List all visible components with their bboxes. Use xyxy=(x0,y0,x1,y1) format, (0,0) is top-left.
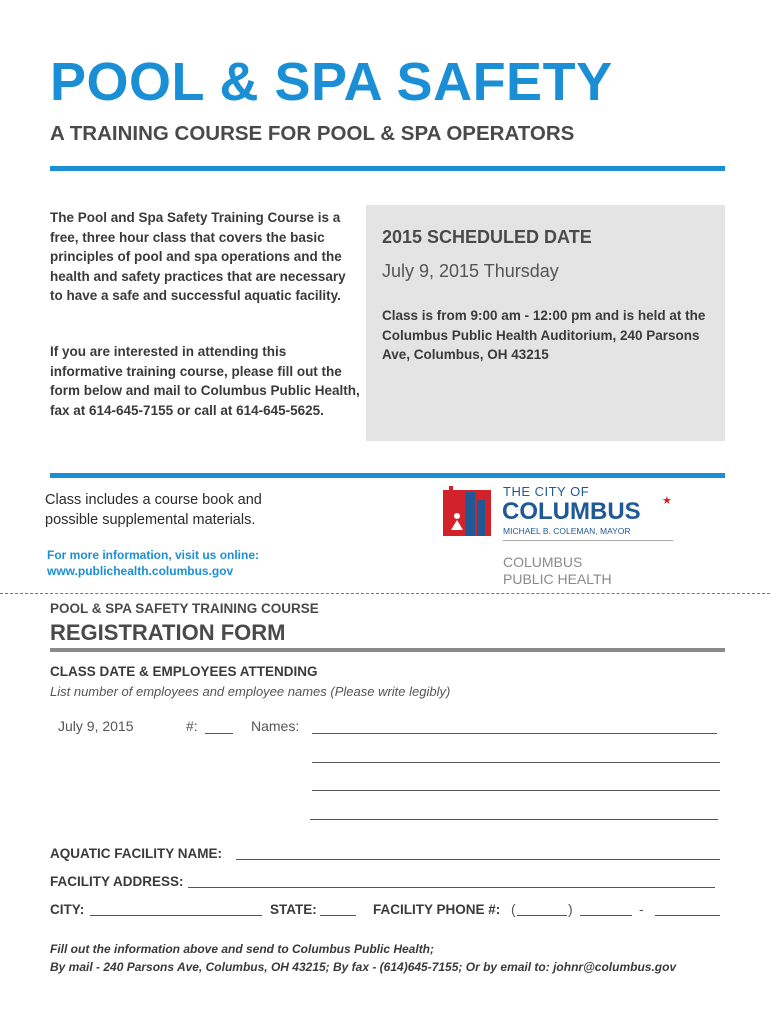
phone-open-paren: ( xyxy=(511,901,516,917)
logo-line-2: COLUMBUS xyxy=(502,498,641,525)
phone-line-field[interactable] xyxy=(655,915,720,916)
names-label: Names: xyxy=(251,718,300,734)
logo-line-1: THE CITY OF xyxy=(503,484,590,499)
form-kicker: POOL & SPA SAFETY TRAINING COURSE xyxy=(50,601,319,616)
phone-area-code-field[interactable] xyxy=(517,915,567,916)
facility-address-field[interactable] xyxy=(188,887,715,888)
schedule-heading: 2015 SCHEDULED DATE xyxy=(382,227,592,247)
facility-name-field[interactable] xyxy=(236,859,720,860)
phone-dash: - xyxy=(639,901,644,917)
phone-close-paren: ) xyxy=(568,901,573,917)
intro-instructions: If you are interested in attending this informative training course, please fill out the form below and mail to Columbus Public Health, fax at 614-645-7155 or call at 614-645-5625. xyxy=(50,344,360,418)
class-note: List number of employees and employee names (Please write legibly) xyxy=(50,684,451,699)
count-label: #: xyxy=(186,718,198,734)
page-subtitle: A TRAINING COURSE FOR POOL & SPA OPERATORS xyxy=(50,122,575,145)
class-heading: CLASS DATE & EMPLOYEES ATTENDING xyxy=(50,664,318,679)
more-info xyxy=(47,547,259,579)
form-divider xyxy=(50,648,725,652)
employee-count-field[interactable] xyxy=(205,733,233,734)
footer-line-2: By mail - 240 Parsons Ave, Columbus, OH 43215; By fax - (614)645-7155; Or by email to: johnr@columbus.gov xyxy=(50,960,677,974)
logo-line-5: PUBLIC HEALTH xyxy=(503,571,612,587)
page-title: POOL & SPA SAFETY xyxy=(50,52,613,112)
facility-name-label: AQUATIC FACILITY NAME: xyxy=(50,846,222,861)
schedule-panel xyxy=(366,205,725,441)
city-field[interactable] xyxy=(90,915,262,916)
logo-line-4: COLUMBUS xyxy=(503,554,583,570)
employee-name-field-4[interactable] xyxy=(310,819,718,820)
state-label: STATE: xyxy=(270,902,317,917)
skyline-icon xyxy=(443,486,491,536)
section-divider xyxy=(50,473,725,478)
cut-line xyxy=(0,593,770,594)
more-info-label: For more information, visit us online: xyxy=(47,548,260,562)
employee-name-field-3[interactable] xyxy=(312,790,720,791)
employee-name-field-2[interactable] xyxy=(312,762,720,763)
website-link[interactable]: www.publichealth.columbus.gov xyxy=(47,564,234,578)
phone-prefix-field[interactable] xyxy=(580,915,632,916)
intro-paragraph: The Pool and Spa Safety Training Course is a free, three hour class that covers the basic principles of pool and spa operations and the health and safety practices that are necessary to have a safe and successful aquatic facility. xyxy=(50,210,346,303)
form-title: REGISTRATION FORM xyxy=(50,620,286,645)
logo-line-3: MICHAEL B. COLEMAN, MAYOR xyxy=(503,526,631,536)
footer-line-1: Fill out the information above and send to Columbus Public Health; xyxy=(50,942,435,956)
city-logo xyxy=(443,484,683,594)
facility-address-label: FACILITY ADDRESS: xyxy=(50,874,184,889)
schedule-date: July 9, 2015 Thursday xyxy=(382,261,559,281)
logo-dept xyxy=(503,554,612,588)
logo-divider xyxy=(503,540,673,541)
course-includes: Class includes a course book and possible supplemental materials. xyxy=(45,492,262,528)
footer-instructions xyxy=(50,940,740,976)
phone-label: FACILITY PHONE #: xyxy=(373,902,501,917)
header-divider xyxy=(50,166,725,171)
state-field[interactable] xyxy=(320,915,356,916)
employee-name-field-1[interactable] xyxy=(312,733,717,734)
class-date: July 9, 2015 xyxy=(58,718,134,734)
schedule-details: Class is from 9:00 am - 12:00 pm and is held at the Columbus Public Health Auditorium, 240 Parsons Ave, Columbus, OH 43215 xyxy=(382,308,706,362)
city-label: CITY: xyxy=(50,902,85,917)
star-icon: ★ xyxy=(662,495,672,507)
